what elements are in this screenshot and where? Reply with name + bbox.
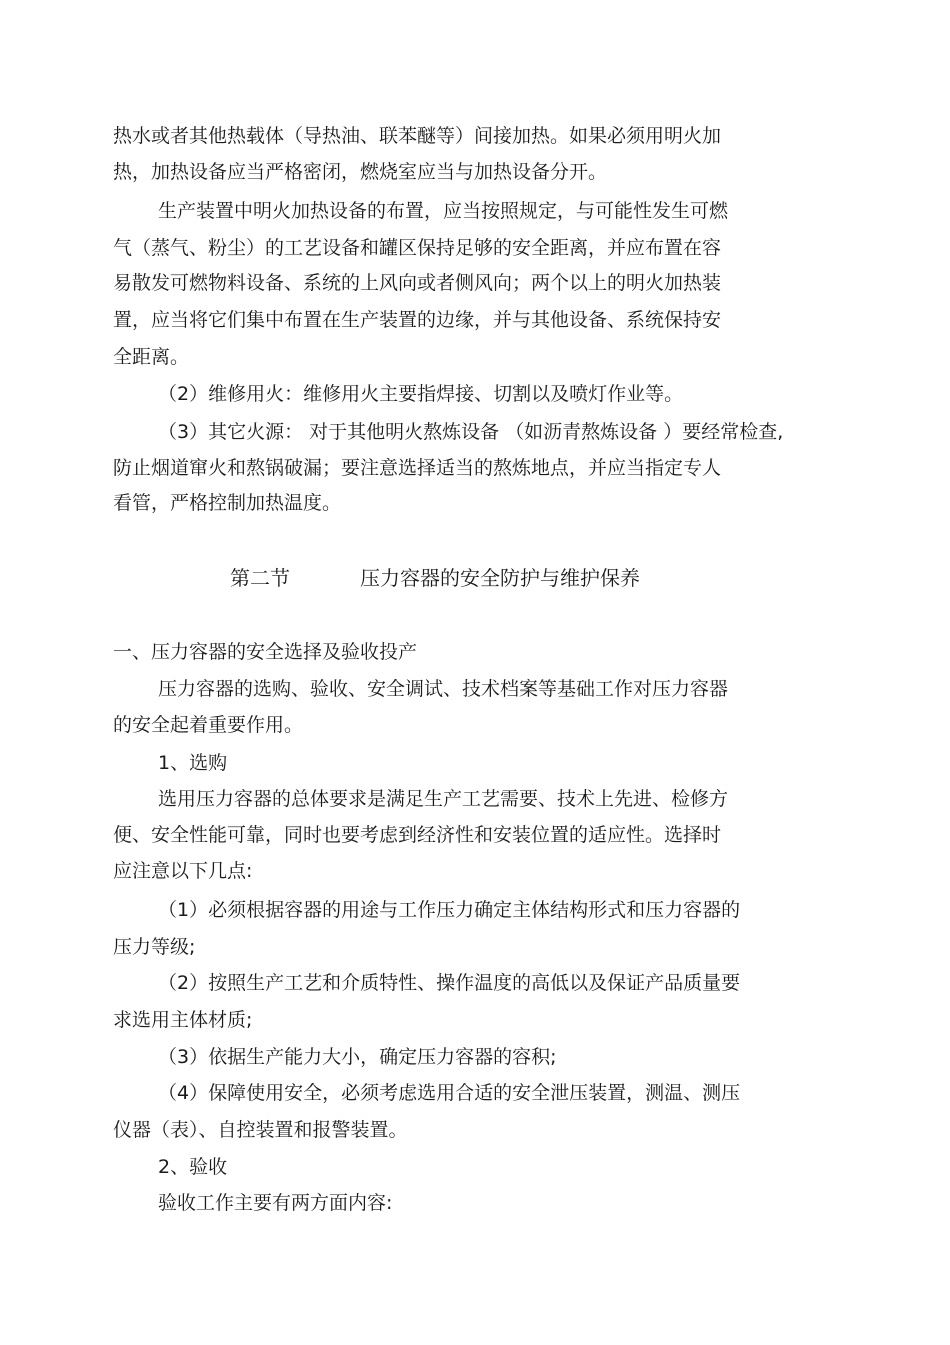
text-line: （1）必须根据容器的用途与工作压力确定主体结构形式和压力容器的 [158,899,741,921]
item-heading: 1、选购 [158,752,228,774]
text-line: 防止烟道窜火和熬锅破漏；要注意选择适当的熬炼地点，并应当指定专人 [113,457,722,479]
text-line: 压力等级; [113,936,196,958]
text-line: （3）其它火源： 对于其他明火熬炼设备 （如沥青熬炼设备 ）要经常检查, [158,421,784,443]
section-title: 压力容器的安全防护与维护保养 [360,566,640,590]
subsection-title: 一、压力容器的安全选择及验收投产 [113,641,418,663]
text-line: 热，加热设备应当严格密闭，燃烧室应当与加热设备分开。 [113,161,608,183]
text-line: 求选用主体材质; [113,1009,253,1031]
text-line: 选用压力容器的总体要求是满足生产工艺需要、技术上先进、检修方 [158,788,729,810]
text-line: 验收工作主要有两方面内容: [158,1192,393,1214]
text-line: 气（蒸气、粉尘）的工艺设备和罐区保持足够的安全距离，并应布置在容 [113,237,722,259]
text-line: 易散发可燃物料设备、系统的上风向或者侧风向；两个以上的明火加热装 [113,272,722,294]
section-number: 第二节 [230,566,290,590]
text-line: 生产装置中明火加热设备的布置，应当按照规定，与可能性发生可燃 [158,200,729,222]
item-heading: 2、验收 [158,1156,228,1178]
text-line: （2）按照生产工艺和介质特性、操作温度的高低以及保证产品质量要 [158,972,741,994]
text-line: 便、安全性能可靠，同时也要考虑到经济性和安装位置的适应性。选择时 [113,824,722,846]
text-line: 的安全起着重要作用。 [113,714,304,736]
text-line: （3）依据生产能力大小，确定压力容器的容积; [158,1046,557,1068]
text-line: 应注意以下几点: [113,860,253,882]
text-line: 看管，严格控制加热温度。 [113,492,342,514]
text-line: 压力容器的选购、验收、安全调试、技术档案等基础工作对压力容器 [158,678,729,700]
section-heading [230,565,640,591]
text-line: 置，应当将它们集中布置在生产装置的边缘，并与其他设备、系统保持安 [113,309,722,331]
text-line: 热水或者其他热载体（导热油、联苯醚等）间接加热。如果必须用明火加 [113,125,722,147]
text-line: （2）维修用火：维修用火主要指焊接、切割以及喷灯作业等。 [158,383,684,405]
text-line: 全距离。 [113,346,190,368]
text-line: （4）保障使用安全，必须考虑选用合适的安全泄压装置，测温、测压 [158,1082,741,1104]
text-line: 仪器（表）、自控装置和报警装置。 [113,1119,408,1141]
